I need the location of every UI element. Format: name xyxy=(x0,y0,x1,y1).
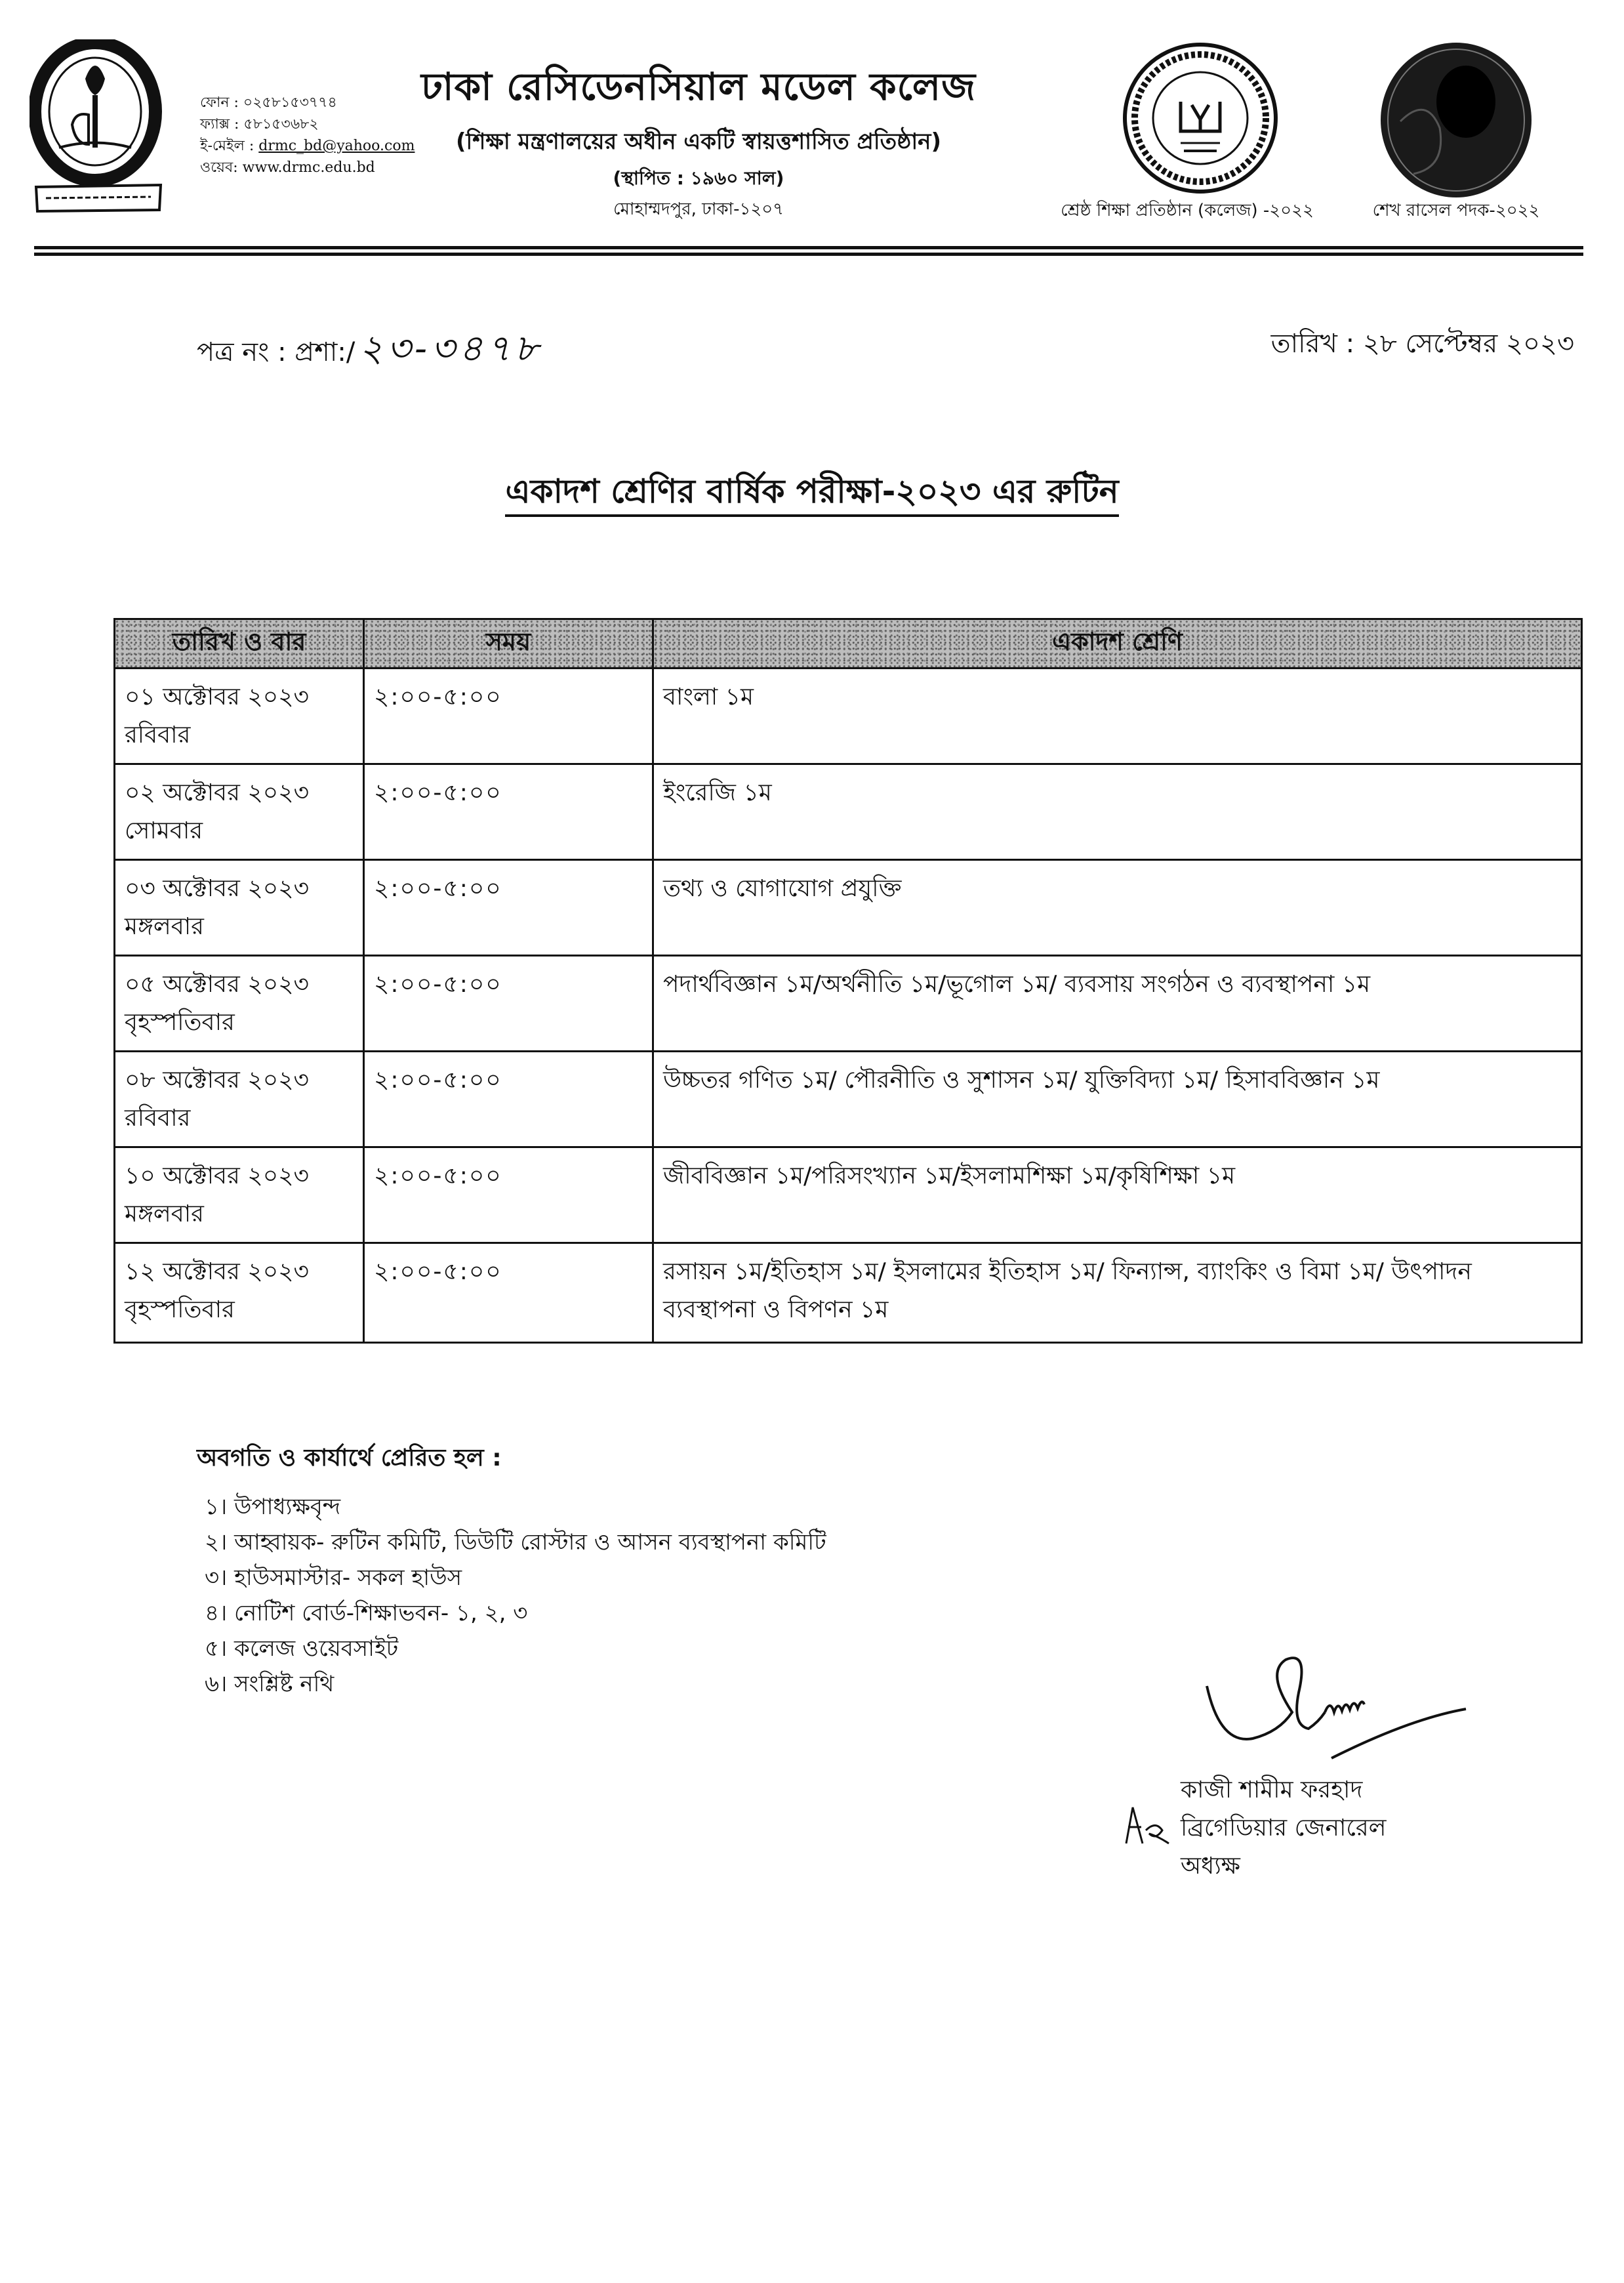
list-item: ৫। কলেজ ওয়েবসাইট xyxy=(205,1635,399,1662)
header-date-day: তারিখ ও বার xyxy=(115,619,364,668)
list-item: ৩। হাউসমাস্টার- সকল হাউস xyxy=(205,1565,462,1591)
exam-time: ২:০০-৫:০০ xyxy=(364,956,653,1052)
web-link[interactable]: www.drmc.edu.bd xyxy=(242,159,375,176)
fax-label: ফ্যাক্স : xyxy=(200,116,239,133)
exam-date: ০৩ অক্টোবর ২০২৩ xyxy=(125,875,309,902)
header-divider-top xyxy=(34,246,1583,249)
award-medal-sheikh-russel xyxy=(1374,36,1538,200)
table-row xyxy=(115,860,1582,956)
header-class-subject: একাদশ শ্রেণি xyxy=(653,619,1582,668)
exam-date: ০২ অক্টোবর ২০২৩ xyxy=(125,779,309,806)
exam-weekday: মঙ্গলবার xyxy=(125,1201,204,1227)
exam-date: ১০ অক্টোবর ২০২৩ xyxy=(125,1162,309,1189)
handwritten-initials-icon xyxy=(1123,1804,1175,1850)
document-title xyxy=(394,467,1230,522)
exam-date: ১২ অক্টোবর ২০২৩ xyxy=(125,1258,309,1285)
table-row xyxy=(115,668,1582,764)
fax-value: ৫৮১৫৩৬৮২ xyxy=(243,116,319,133)
date-day-cell xyxy=(115,764,364,860)
signatory-name: কাজী শামীম ফরহাদ xyxy=(1181,1777,1363,1803)
exam-subjects: রসায়ন ১ম/ইতিহাস ১ম/ ইসলামের ইতিহাস ১ম/ ফিন্যান্স, ব্যাংকিং ও বিমা ১ম/ উৎপাদন ব্যবস্থাপনা ও বিপণন ১ম xyxy=(653,1243,1582,1343)
date-value: ২৮ সেপ্টেম্বর ২০২৩ xyxy=(1362,329,1574,359)
reference-label: পত্র নং : প্রশা:/ xyxy=(197,337,355,367)
email-link[interactable]: drmc_bd@yahoo.com xyxy=(258,138,415,154)
college-established: (স্থাপিত : ১৯৬০ সাল) xyxy=(613,167,784,189)
reference-handwritten-number: ২৩-৩৪৭৮ xyxy=(359,327,542,370)
award-caption-best-institution: শ্রেষ্ঠ শিক্ষা প্রতিষ্ঠান (কলেজ) -২০২২ xyxy=(1061,201,1314,220)
list-item: ৬। সংশ্লিষ্ট নথি xyxy=(205,1671,335,1697)
principal-signature xyxy=(1194,1647,1469,1765)
distribution-list xyxy=(205,1489,826,1702)
list-item: ২। আহ্বায়ক- রুটিন কমিটি, ডিউটি রোস্টার ও আসন ব্যবস্থাপনা কমিটি xyxy=(205,1529,826,1555)
seal-icon xyxy=(1118,39,1282,197)
exam-subjects: ইংরেজি ১ম xyxy=(653,764,1582,860)
exam-routine-table xyxy=(113,618,1583,1344)
exam-time: ২:০০-৫:০০ xyxy=(364,668,653,764)
exam-weekday: মঙ্গলবার xyxy=(125,913,204,940)
table-header-row xyxy=(115,619,1582,668)
table-row xyxy=(115,1243,1582,1343)
exam-weekday: সোমবার xyxy=(125,817,203,844)
signatory-rank: ব্রিগেডিয়ার জেনারেল xyxy=(1181,1815,1387,1841)
table-row xyxy=(115,1052,1582,1147)
header-time: সময় xyxy=(364,619,653,668)
college-name: ঢাকা রেসিডেনসিয়াল মডেল কলেজ xyxy=(420,64,977,109)
exam-time: ২:০০-৫:০০ xyxy=(364,1243,653,1343)
initials-mark xyxy=(1123,1804,1175,1850)
table-row xyxy=(115,956,1582,1052)
exam-subjects: উচ্চতর গণিত ১ম/ পৌরনীতি ও সুশাসন ১ম/ যুক্তিবিদ্যা ১ম/ হিসাববিজ্ঞান ১ম xyxy=(653,1052,1582,1147)
signatory-block xyxy=(1181,1771,1387,1885)
list-item: ১। উপাধ্যক্ষবৃন্দ xyxy=(205,1494,341,1520)
exam-weekday: বৃহস্পতিবার xyxy=(125,1296,235,1323)
reference-number xyxy=(197,320,542,382)
table-row xyxy=(115,764,1582,860)
header-divider-bottom xyxy=(34,253,1583,256)
award-caption-sheikh-russel: শেখ রাসেল পদক-২০২২ xyxy=(1372,201,1540,220)
document-date xyxy=(1181,323,1574,367)
date-day-cell xyxy=(115,860,364,956)
handwritten-signature-icon xyxy=(1194,1647,1469,1765)
document-title-text: একাদশ শ্রেণির বার্ষিক পরীক্ষা-২০২৩ এর রুটিন xyxy=(505,472,1118,517)
college-logo xyxy=(30,39,167,216)
torch-emblem-icon xyxy=(30,39,167,216)
phone-label: ফোন : xyxy=(200,94,239,111)
phone-value: ০২৫৮১৫৩৭৭৪ xyxy=(243,94,337,111)
date-day-cell xyxy=(115,956,364,1052)
list-item: ৪। নোটিশ বোর্ড-শিক্ষাভবন- ১, ২, ৩ xyxy=(205,1600,528,1626)
exam-subjects: পদার্থবিজ্ঞান ১ম/অর্থনীতি ১ম/ভূগোল ১ম/ ব্যবসায় সংগঠন ও ব্যবস্থাপনা ১ম xyxy=(653,956,1582,1052)
table-row xyxy=(115,1147,1582,1243)
exam-weekday: রবিবার xyxy=(125,1105,191,1132)
web-label: ওয়েব: xyxy=(200,159,238,176)
signatory-designation: অধ্যক্ষ xyxy=(1181,1853,1240,1880)
exam-subjects: তথ্য ও যোগাযোগ প্রযুক্তি xyxy=(653,860,1582,956)
date-day-cell xyxy=(115,1243,364,1343)
distribution-heading: অবগতি ও কার্যার্থে প্রেরিত হল : xyxy=(197,1445,502,1471)
exam-time: ২:০০-৫:০০ xyxy=(364,764,653,860)
award-seal-best-institution xyxy=(1118,39,1282,197)
date-day-cell xyxy=(115,668,364,764)
college-address: মোহাম্মদপুর, ঢাকা-১২০৭ xyxy=(613,199,784,219)
exam-subjects: বাংলা ১ম xyxy=(653,668,1582,764)
exam-date: ০১ অক্টোবর ২০২৩ xyxy=(125,684,309,710)
exam-time: ২:০০-৫:০০ xyxy=(364,1052,653,1147)
date-label: তারিখ : xyxy=(1270,329,1355,359)
exam-weekday: রবিবার xyxy=(125,722,191,749)
medal-portrait-icon xyxy=(1374,36,1538,200)
exam-date: ০৫ অক্টোবর ২০২৩ xyxy=(125,971,309,998)
exam-time: ২:০০-৫:০০ xyxy=(364,860,653,956)
college-subtitle: (শিক্ষা মন্ত্রণালয়ের অধীন একটি স্বায়ত্তশাসিত প্রতিষ্ঠান) xyxy=(455,129,942,155)
date-day-cell xyxy=(115,1147,364,1243)
exam-time: ২:০০-৫:০০ xyxy=(364,1147,653,1243)
email-label: ই-মেইল : xyxy=(200,138,254,154)
exam-date: ০৮ অক্টোবর ২০২৩ xyxy=(125,1067,309,1094)
exam-weekday: বৃহস্পতিবার xyxy=(125,1009,235,1036)
exam-subjects: জীববিজ্ঞান ১ম/পরিসংখ্যান ১ম/ইসলামশিক্ষা ১ম/কৃষিশিক্ষা ১ম xyxy=(653,1147,1582,1243)
date-day-cell xyxy=(115,1052,364,1147)
